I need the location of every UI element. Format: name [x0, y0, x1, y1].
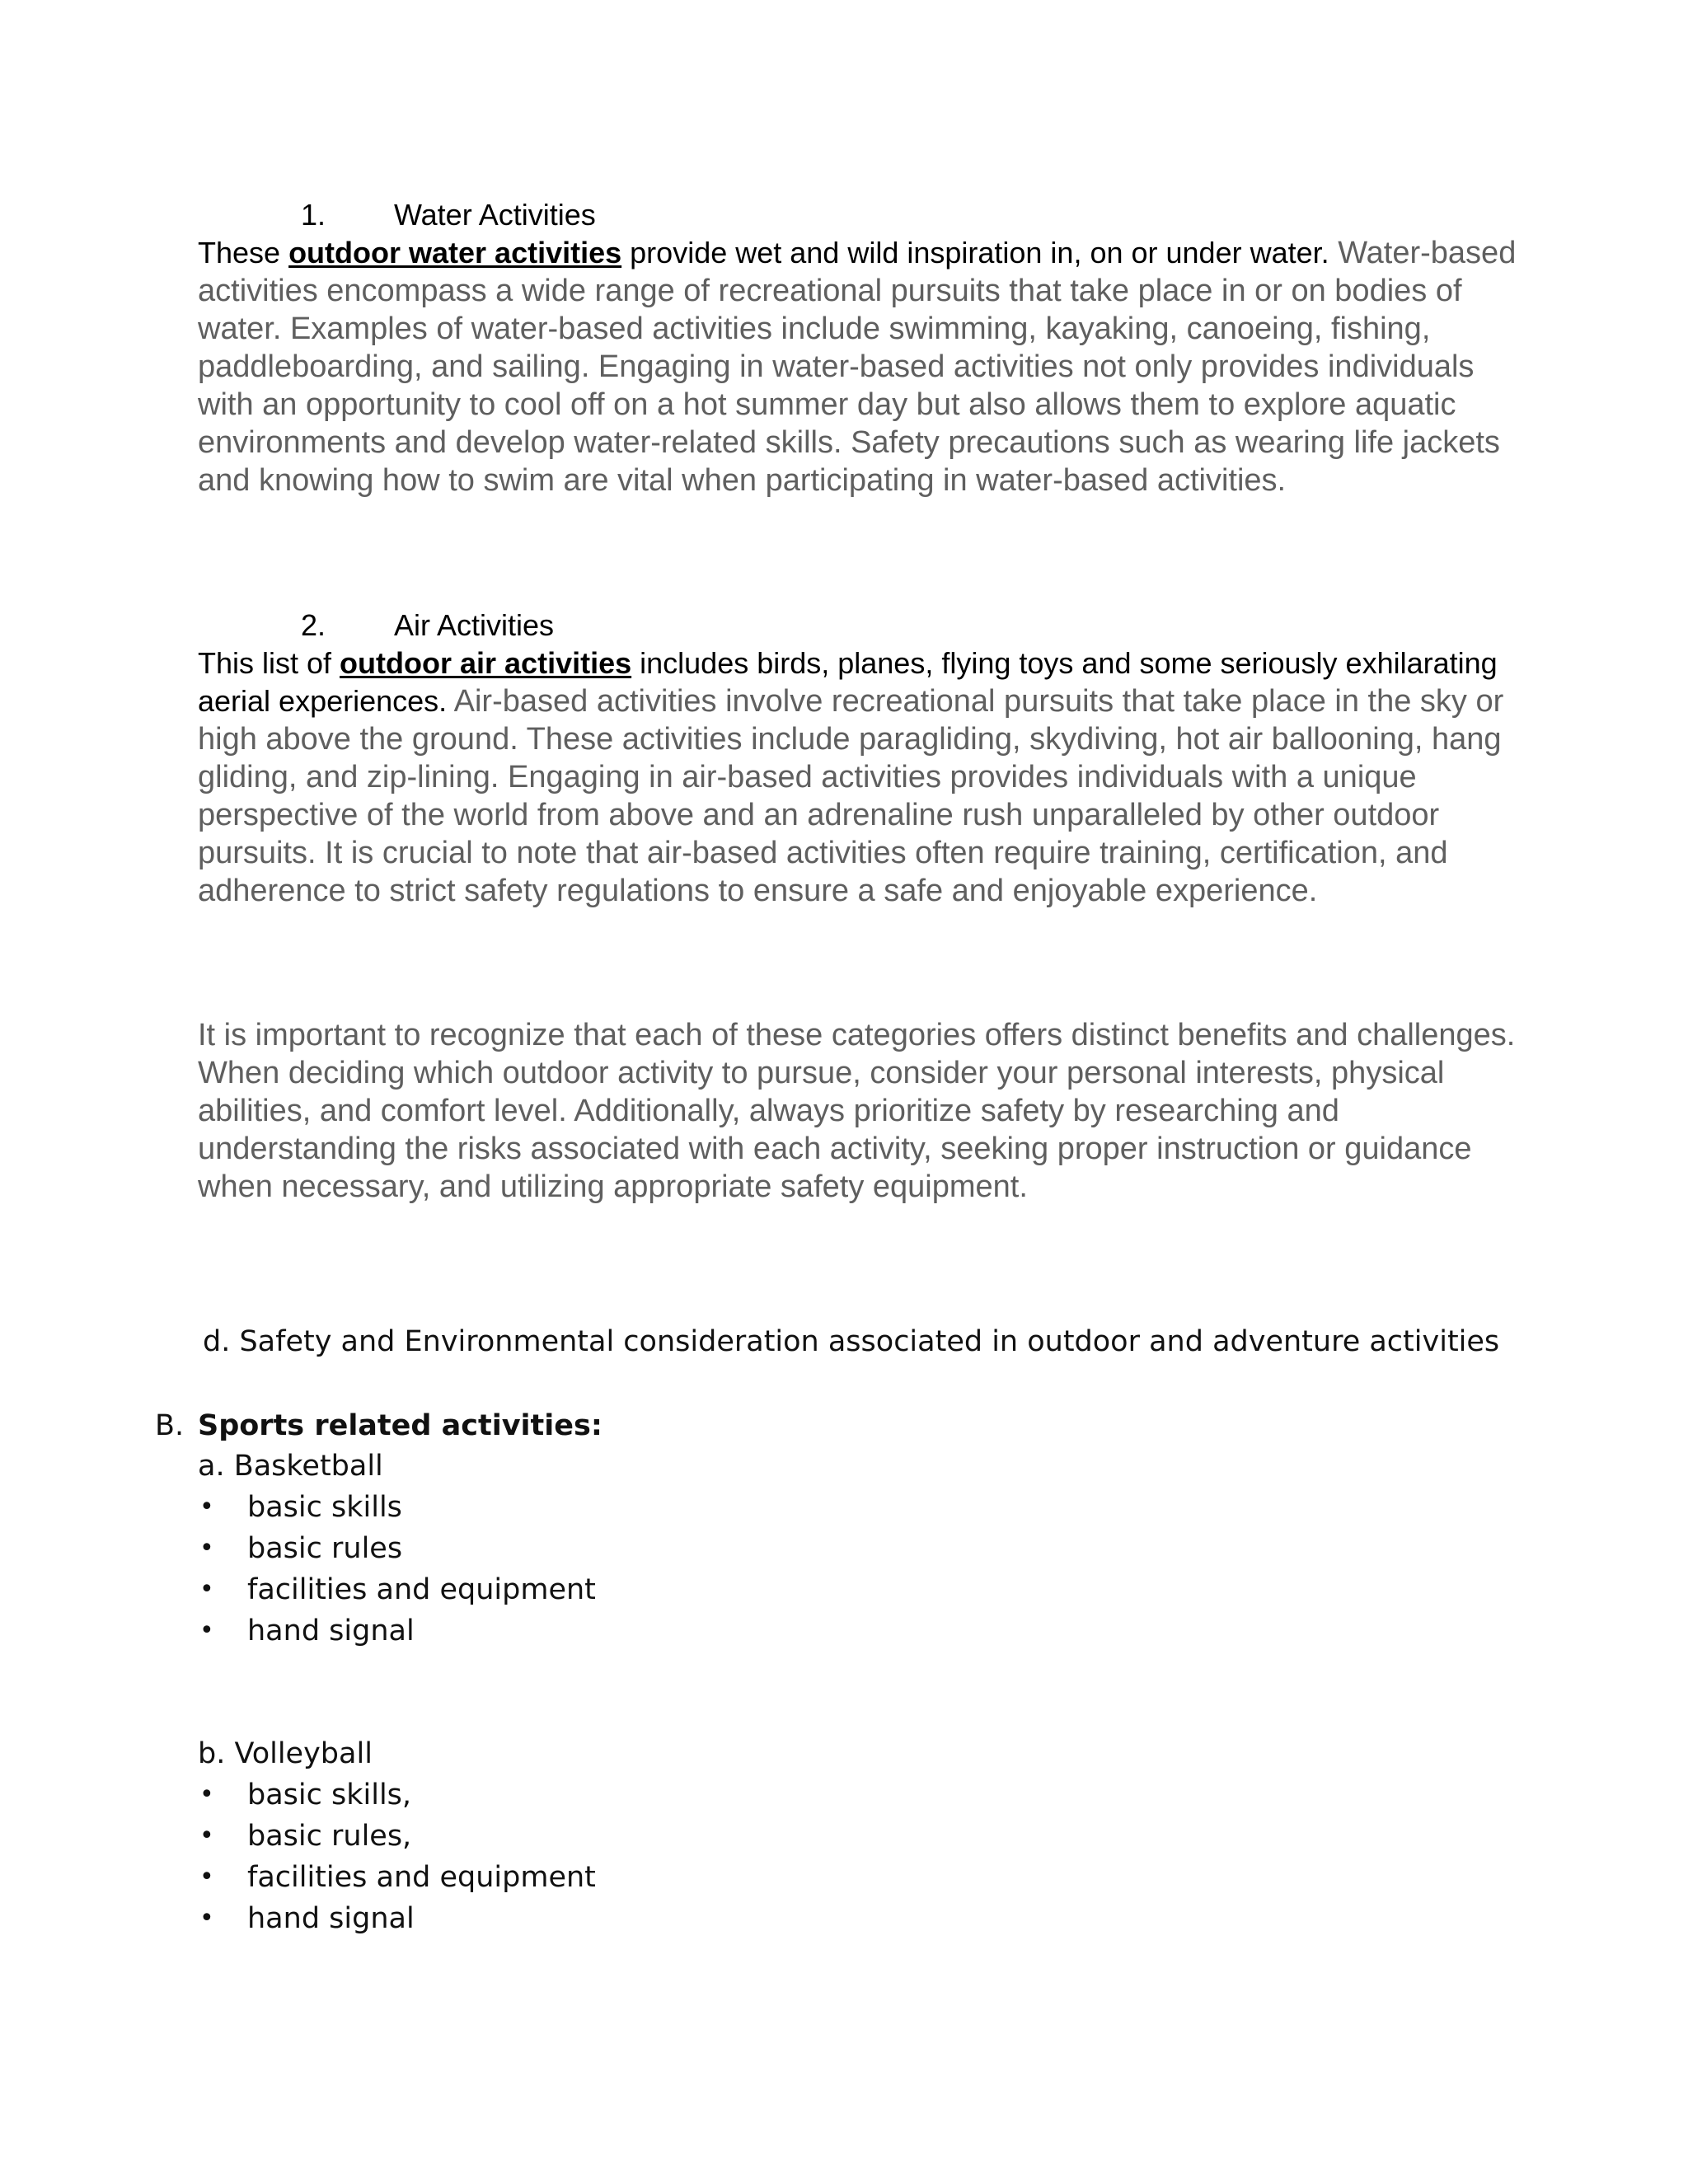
volleyball-list	[198, 1774, 596, 1939]
heading-number: 2.	[301, 608, 326, 642]
list-item-label: basic rules	[247, 1532, 403, 1565]
list-item	[198, 1857, 596, 1898]
bullet-icon: •	[199, 1780, 214, 1809]
list-item-label: facilities and equipment	[247, 1573, 596, 1606]
lead-sentence	[198, 236, 1329, 269]
section-letter: B.	[155, 1409, 185, 1442]
section-d-heading: d. Safety and Environmental consideration associated in outdoor and adventure activities	[203, 1325, 1500, 1358]
basketball-list	[198, 1487, 596, 1652]
list-item	[198, 1816, 596, 1857]
bullet-icon: •	[199, 1904, 214, 1933]
list-item	[198, 1610, 596, 1652]
list-item-label: facilities and equipment	[247, 1861, 596, 1894]
lead-text: These	[198, 236, 289, 269]
heading-number: 1.	[301, 198, 326, 232]
bullet-icon: •	[199, 1821, 214, 1850]
list-item-label: basic skills	[247, 1491, 402, 1524]
outdoor-water-activities-link[interactable]: outdoor water activities	[288, 236, 622, 269]
lead-text: includes birds, planes, flying toys and some seriously exhilarating aerial experiences.	[198, 646, 1498, 718]
list-item	[198, 1569, 596, 1610]
basketball-heading: a. Basketball	[198, 1450, 383, 1483]
summary-paragraph: It is important to recognize that each of these categories offers distinct benefits and challenges. When deciding which outdoor activity to pursue, consider your personal interests, physical abilities, and comfort level. Additionally, always prioritize safety by researching and understanding the risks associated with each activity, seeking proper instruction or guidance when necessary, and utilizing appropriate safety equipment.	[198, 1018, 1516, 1204]
list-item	[198, 1528, 596, 1569]
bullet-icon: •	[199, 1493, 214, 1521]
list-item	[198, 1774, 596, 1816]
heading-title: Water Activities	[394, 198, 596, 232]
list-item-label: basic rules,	[247, 1820, 412, 1853]
lead-text: This list of	[198, 646, 340, 680]
heading-title: Air Activities	[394, 608, 555, 642]
bullet-icon: •	[199, 1575, 214, 1604]
list-item	[198, 1898, 596, 1939]
bullet-icon: •	[199, 1863, 214, 1891]
volleyball-heading: b. Volleyball	[198, 1737, 373, 1770]
bullet-icon: •	[199, 1534, 214, 1563]
water-activities-paragraph	[198, 234, 1517, 499]
list-item-label: basic skills,	[247, 1779, 412, 1811]
air-activities-paragraph	[198, 644, 1517, 910]
body-text: Air-based activities involve recreational pursuits that take place in the sky or high above the ground. These activities include paragliding, skydiving, hot air ballooning, hang gliding, and zip-lining. Engaging in air-based activities provides individuals with a unique perspective of the world from above and an adrenaline rush unparalleled by other outdoor pursuits. It is crucial to note that air-based activities often require training, certification, and adherence to strict safety regulations to ensure a safe and enjoyable experience.	[198, 684, 1504, 908]
bullet-icon: •	[199, 1616, 214, 1645]
list-item-label: hand signal	[247, 1902, 415, 1935]
section-title: Sports related activities:	[198, 1409, 603, 1442]
outdoor-air-activities-link[interactable]: outdoor air activities	[340, 646, 632, 680]
list-item	[198, 1487, 596, 1528]
body-text: Water-based activities encompass a wide range of recreational pursuits that take place in or on bodies of water. Examples of water-based activities include swimming, kayaking, canoeing, fishing, paddleboarding, and sailing. Engaging in water-based activities not only provides individuals with an opportunity to cool off on a hot summer day but also allows them to explore aquatic environments and develop water-related skills. Safety precautions such as wearing life jackets and knowing how to swim are vital when participating in water-based activities.	[198, 236, 1517, 498]
lead-text: provide wet and wild inspiration in, on or under water.	[621, 236, 1329, 269]
list-item-label: hand signal	[247, 1615, 415, 1647]
